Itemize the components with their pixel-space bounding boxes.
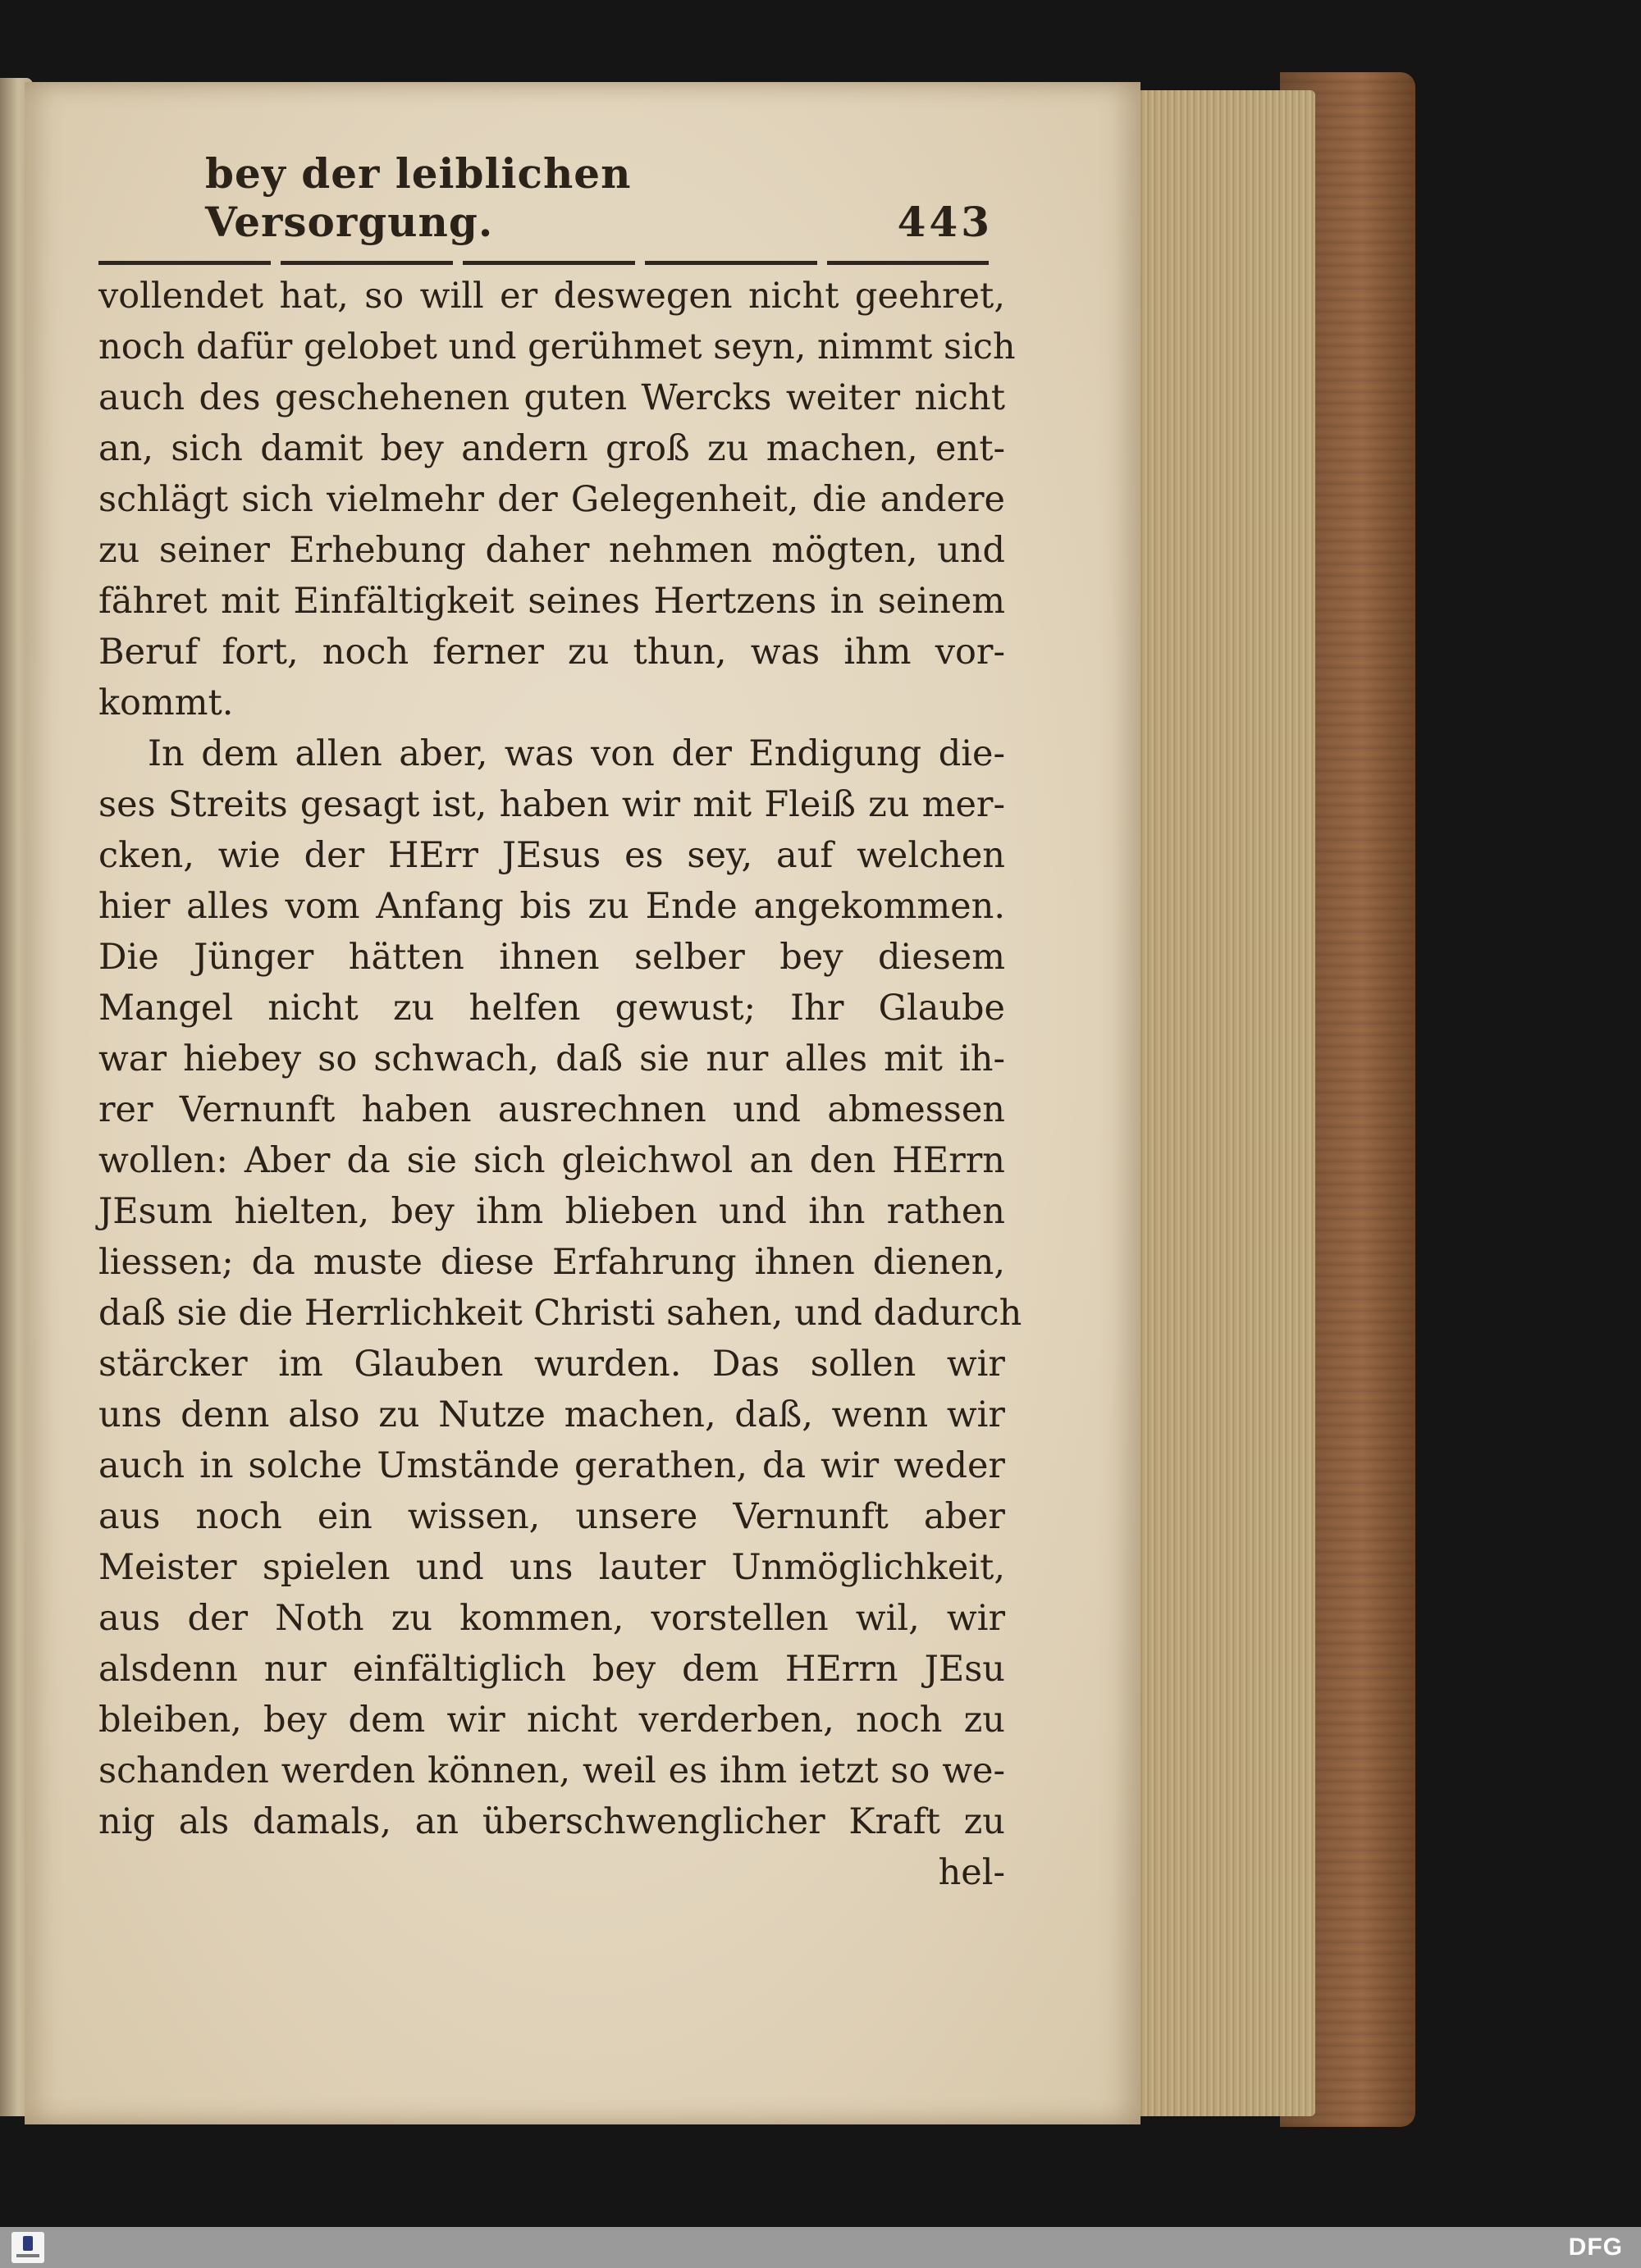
text-line: Meister spielen und uns lauter Unmöglichkeit, — [98, 1547, 1005, 1588]
text-line: cken, wie der HErr JEsus es sey, auf welchen — [98, 835, 1005, 876]
viewer-footer-bar — [0, 2227, 1641, 2268]
text-line: bleiben, bey dem wir nicht verderben, noch zu — [98, 1700, 1005, 1741]
catchword: hel- — [938, 1852, 1005, 1893]
text-line: war hiebey so schwach, daß sie nur alles mit ih- — [98, 1038, 1005, 1079]
text-line: JEsum hielten, bey ihm blieben und ihn rathen — [98, 1191, 1005, 1232]
text-line: alsdenn nur einfältiglich bey dem HErrn JEsu — [98, 1649, 1005, 1690]
text-line: schanden werden können, weil es ihm ietzt so we- — [98, 1750, 1005, 1791]
text-line: an, sich damit bey andern groß zu machen, ent- — [98, 428, 1005, 469]
text-line: liessen; da muste diese Erfahrung ihnen dienen, — [98, 1242, 1005, 1283]
paragraph-start-line: In dem allen aber, was von der Endigung die- — [148, 733, 1005, 774]
text-line: aus noch ein wissen, unsere Vernunft aber — [98, 1496, 1005, 1537]
text-line: nig als damals, an überschwenglicher Kraft zu — [98, 1801, 1005, 1842]
text-line: Beruf fort, noch ferner zu thun, was ihm vor- — [98, 632, 1005, 673]
text-line: wollen: Aber da sie sich gleichwol an den HErrn — [98, 1140, 1005, 1181]
text-line: noch dafür gelobet und gerühmet seyn, nimmt sich — [98, 326, 1016, 367]
text-line: schlägt sich vielmehr der Gelegenheit, die andere — [98, 479, 1005, 520]
running-head — [205, 149, 993, 246]
dfg-logo[interactable]: DFG — [1568, 2234, 1623, 2261]
text-line: zu seiner Erhebung daher nehmen mögten, und — [98, 530, 1005, 571]
text-line: rer Vernunft haben ausrechnen und abmessen — [98, 1089, 1005, 1130]
library-logo-icon[interactable] — [11, 2232, 44, 2263]
text-line: auch des geschehenen guten Wercks weiter nicht — [98, 377, 1005, 418]
text-line: ses Streits gesagt ist, haben wir mit Fleiß zu mer- — [98, 784, 1005, 825]
running-title: bey der leiblichen Versorgung. — [205, 149, 632, 246]
page-edges — [1131, 90, 1315, 2116]
page-number: 443 — [897, 198, 993, 246]
text-line: kommt. — [98, 682, 234, 723]
text-line: uns denn also zu Nutze machen, daß, wenn wir — [98, 1394, 1005, 1435]
text-line: stärcker im Glauben wurden. Das sollen wir — [98, 1344, 1005, 1385]
text-line: Die Jünger hätten ihnen selber bey diesem — [98, 937, 1005, 978]
text-line: aus der Noth zu kommen, vorstellen wil, wir — [98, 1598, 1005, 1639]
text-line: vollendet hat, so will er deswegen nicht geehret, — [98, 276, 1005, 317]
body-text — [98, 271, 1022, 1898]
text-line: Mangel nicht zu helfen gewust; Ihr Glaube — [98, 988, 1005, 1029]
text-line: hier alles vom Anfang bis zu Ende angekommen. — [98, 886, 1005, 927]
text-line: auch in solche Umstände gerathen, da wir weder — [98, 1445, 1005, 1486]
text-line: fähret mit Einfältigkeit seines Hertzens in seinem — [98, 581, 1005, 622]
text-line: daß sie die Herrlichkeit Christi sahen, und dadurch — [98, 1293, 1022, 1334]
header-rule — [98, 261, 989, 265]
